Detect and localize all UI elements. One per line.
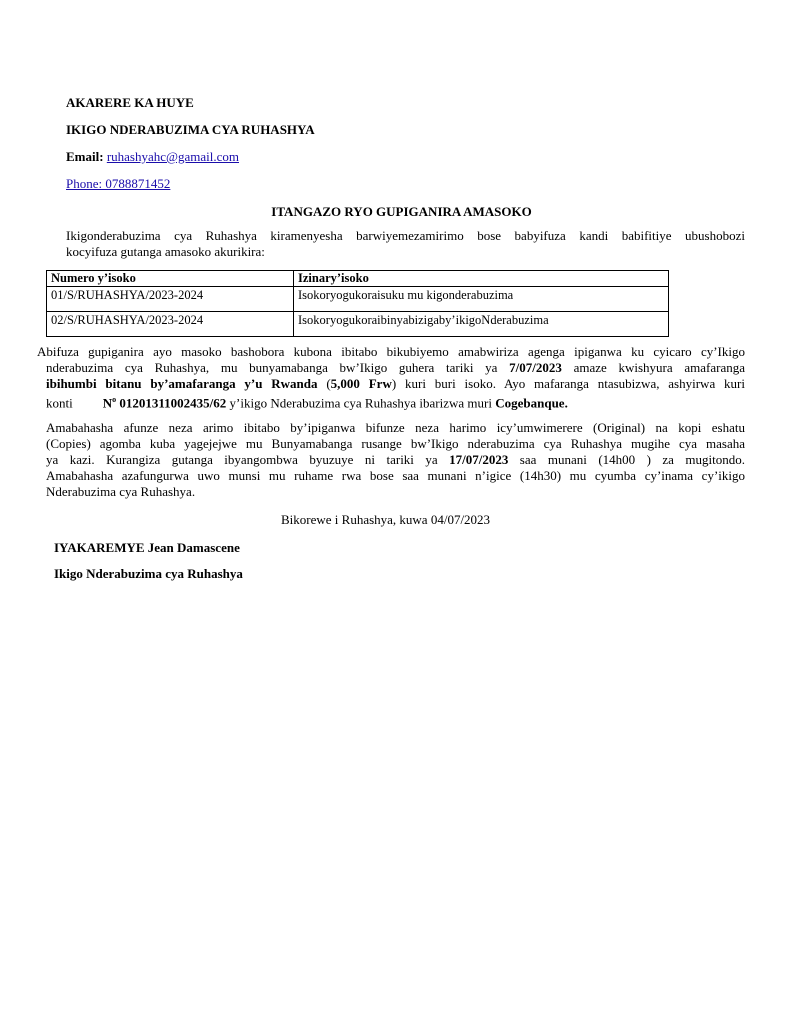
column-header-name: Izinary’isoko xyxy=(294,271,669,287)
account-number: 01201311002435/62 xyxy=(116,395,227,411)
paragraph3-line-5: Nderabuzima cya Ruhashya. xyxy=(46,484,196,499)
paragraph2-text: ) kuri buri isoko. Ayo mafaranga ntasubizwa, ashyirwa kuri xyxy=(391,376,745,391)
signatory-name: IYAKAREMYE Jean Damascene xyxy=(54,540,240,555)
account-prefix-sup: o xyxy=(112,395,117,404)
phone-link[interactable]: Phone: 0788871452 xyxy=(66,176,171,191)
paragraph3-line-1: Amabahasha afunze neza arimo ibitabo by’ipiganwa bifunze neza harimo icy’umwimerere (Original) na kopi eshatu xyxy=(46,420,745,435)
paragraph3-text: ya kazi. Kurangiza gutanga ibyangombwa byuzuye ni tariki ya xyxy=(46,452,450,467)
paragraph2-text: amaze kwishyura amafaranga xyxy=(561,360,745,375)
bank-name: Cogebanque. xyxy=(495,395,568,411)
paragraph3-line-3 xyxy=(46,452,745,468)
paragraph2-text: y’ikigo Nderabuzima cya Ruhashya ibarizwa muri xyxy=(226,395,496,411)
deadline-date: 17/07/2023 xyxy=(449,452,509,467)
intro-line-1: Ikigonderabuzima cya Ruhashya kiramenyesha barwiyemezamirimo bose babyifuza kandi babifitiye ubushobozi xyxy=(66,228,745,243)
paragraph3-line-4: Amabahasha azafungurwa uwo munsi mu ruhame rwa bose saa munani n’igice (14h30) mu cyumba cy’inama cy’ikigo xyxy=(46,468,745,483)
table-header-row xyxy=(47,271,669,287)
paragraph2-text: konti xyxy=(46,395,73,411)
email-link[interactable]: ruhashyahc@gamail.com xyxy=(106,149,239,164)
tender-name: IsokoryogukoraibinyabizigabyʼikigoNderabuzima xyxy=(294,312,669,337)
notice-title: ITANGAZO RYO GUPIGANIRA AMASOKO xyxy=(271,204,532,219)
paragraph2-line-3 xyxy=(46,376,745,392)
tenders-table xyxy=(46,270,669,337)
fee-words: ibihumbi bitanu by’amafaranga y’u Rwanda xyxy=(46,376,318,391)
tender-number: 02/S/RUHASHYA/2023-2024 xyxy=(47,312,294,337)
table-row xyxy=(47,312,669,337)
paragraph2-text: nderabuzima cya Ruhashya, mu bunyamabanga bw’Ikigo guhera tariki ya xyxy=(46,360,510,375)
paragraph2-line-1: Abifuza gupiganira ayo masoko bashobora kubona ibitabo bikubiyemo amabwiriza agenga ipiganwa ku cyicaro cy’Ikigo xyxy=(37,344,745,359)
paragraph3-text: saa munani (14h00 ) za mugitondo. xyxy=(508,452,745,467)
tender-name: Isokoryogukoraisuku mu kigonderabuzima xyxy=(294,287,669,312)
date-line: Bikorewe i Ruhashya, kuwa 04/07/2023 xyxy=(281,512,491,527)
facility-heading: IKIGO NDERABUZIMA CYA RUHASHYA xyxy=(66,122,315,137)
collection-date: 7/07/2023 xyxy=(509,360,562,375)
paragraph2-line-2 xyxy=(46,360,745,376)
table-row xyxy=(47,287,669,312)
column-header-number: Numero y’isoko xyxy=(47,271,294,287)
paragraph2-text: ( xyxy=(317,376,331,391)
paragraph2-line-4 xyxy=(46,392,568,411)
account-prefix: N xyxy=(102,395,113,411)
email-line xyxy=(66,149,239,165)
fee-amount: 5,000 Frw xyxy=(330,376,392,391)
intro-line-2: kocyifuza gutanga amasoko akurikira: xyxy=(66,244,265,259)
paragraph3-line-2: (Copies) agomba kuba yagejejwe mu Bunyamabanga rusange bw’Ikigo nderabuzima cya Ruhashya mugihe cya masaha xyxy=(46,436,745,451)
signatory-title: Ikigo Nderabuzima cya Ruhashya xyxy=(54,566,243,581)
tender-number: 01/S/RUHASHYA/2023-2024 xyxy=(47,287,294,312)
district-heading: AKARERE KA HUYE xyxy=(66,95,194,110)
email-label: Email: xyxy=(66,149,104,164)
